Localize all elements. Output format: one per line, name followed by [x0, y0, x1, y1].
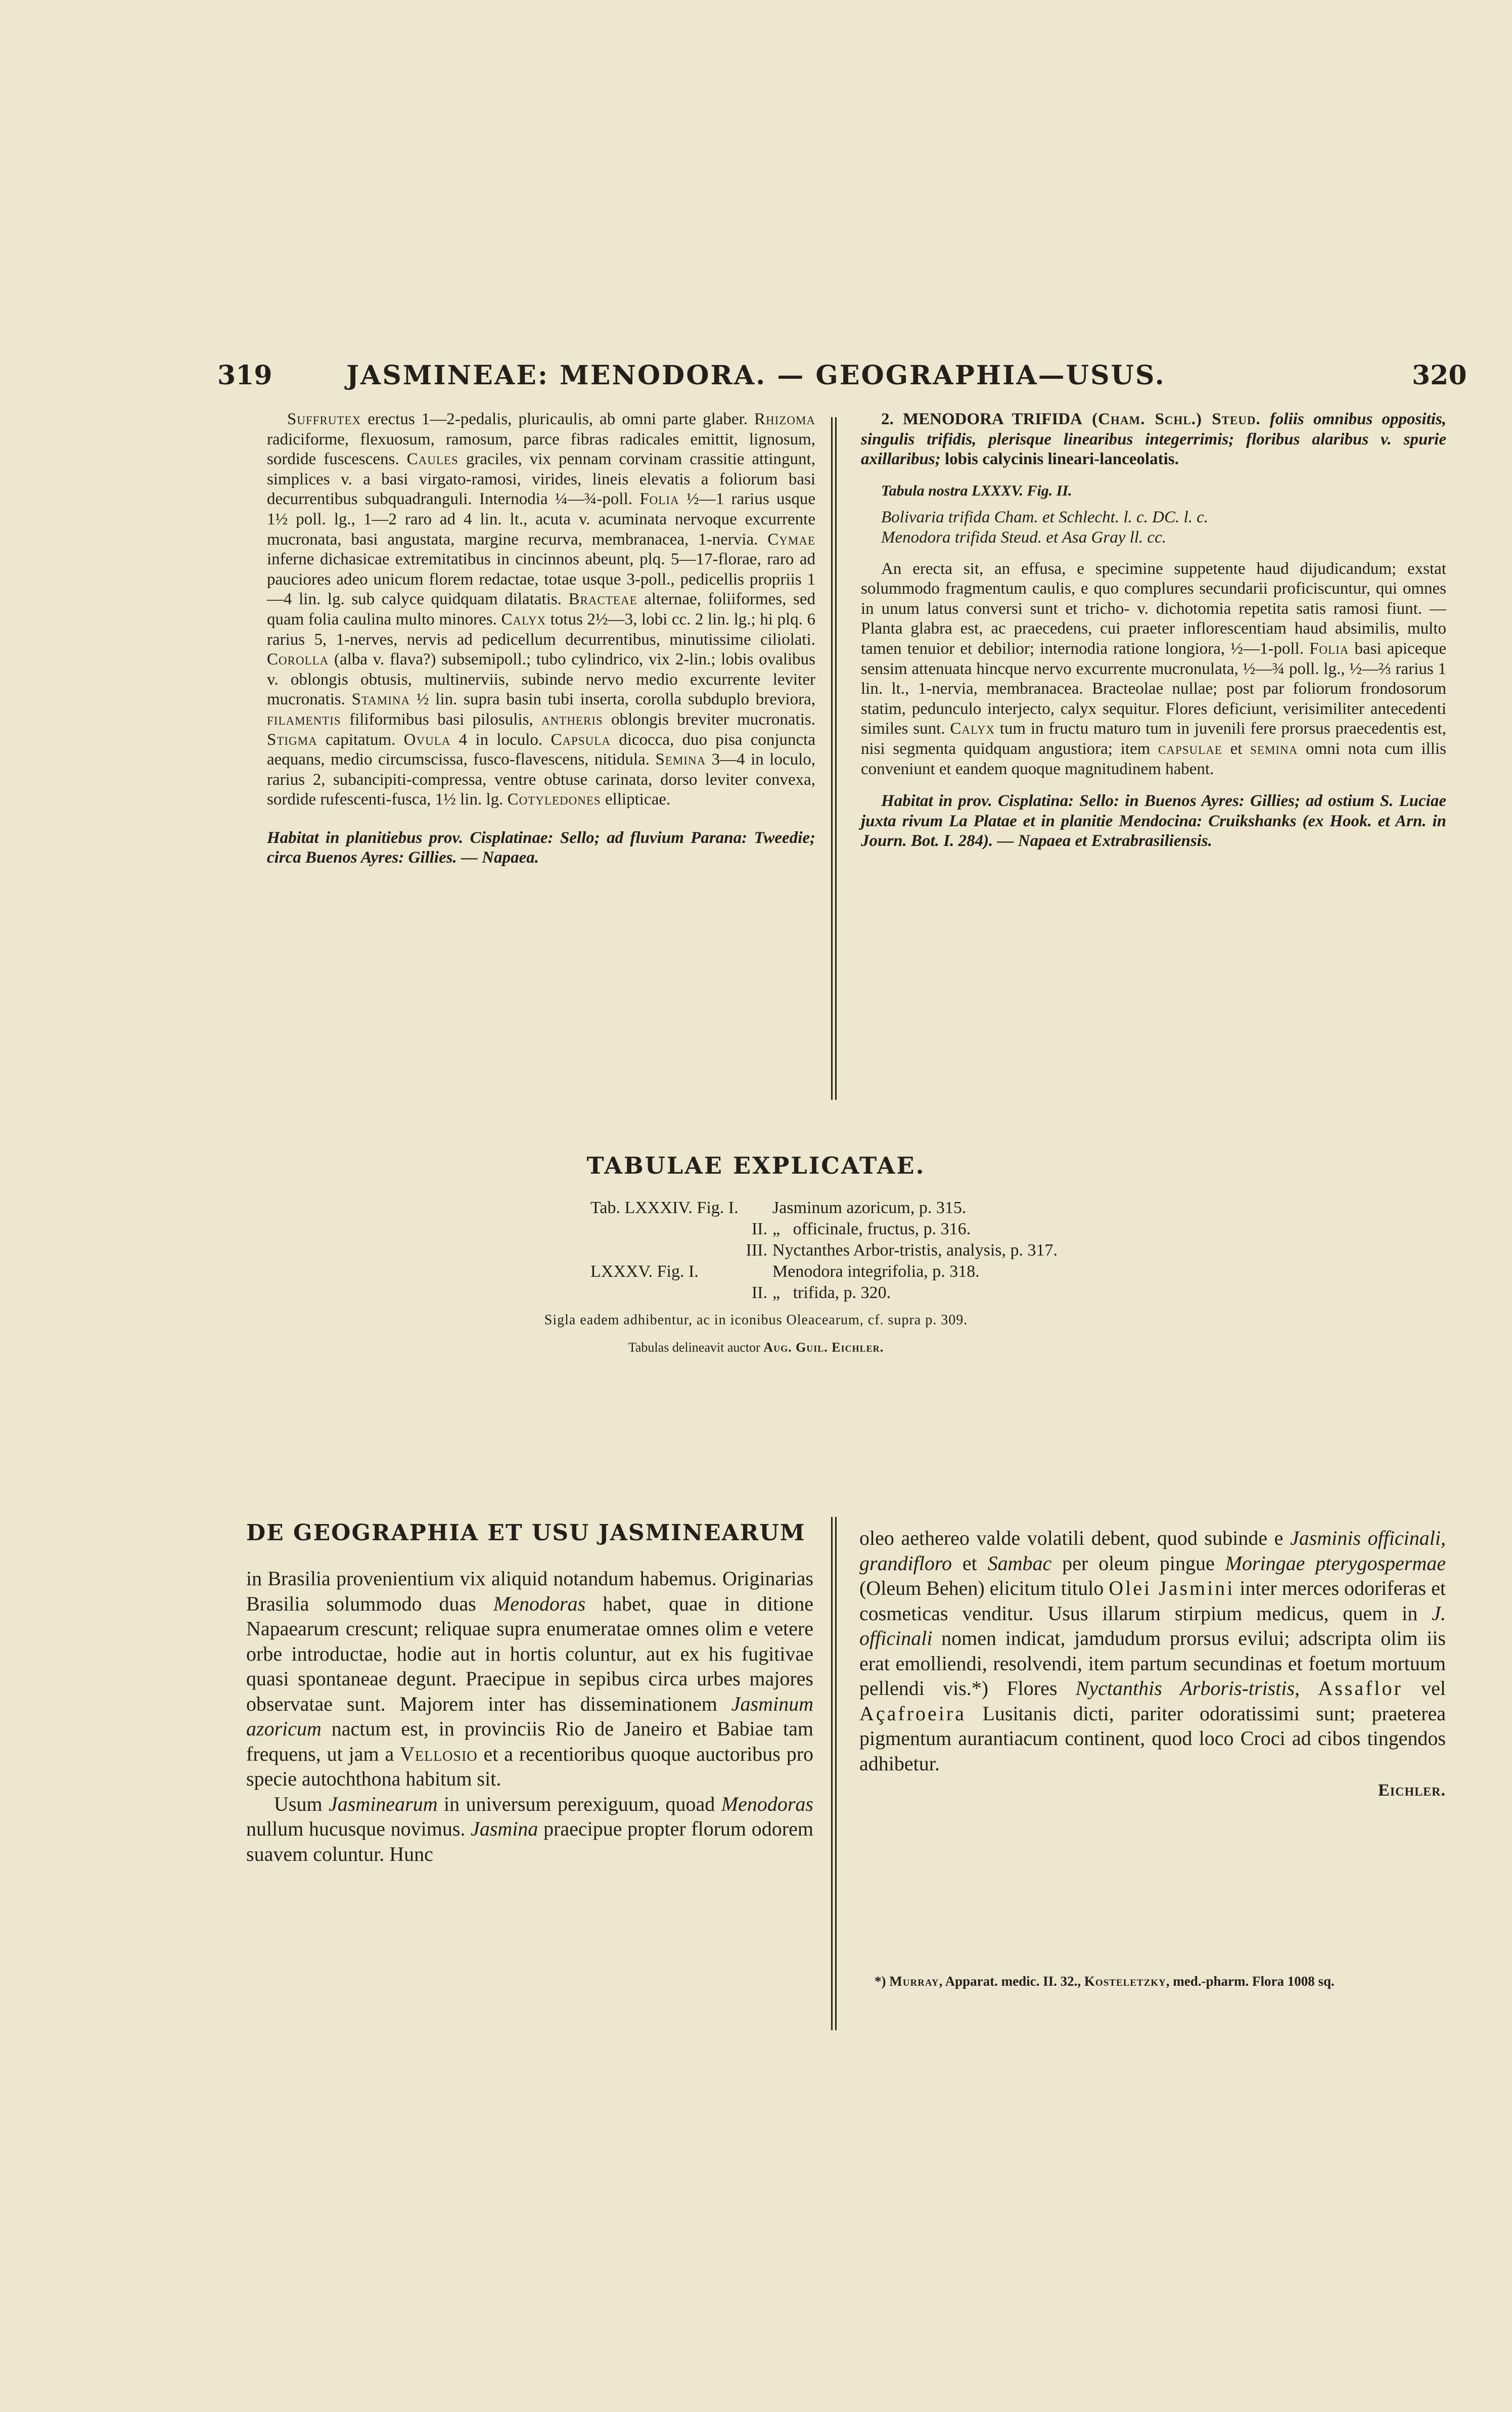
left-column [267, 410, 815, 868]
plates-list [590, 1197, 1058, 1304]
geography-paragraph: in Brasilia provenientium vix aliquid notandum habemus. Originarias Brasilia solummodo duas Menodoras habet, quae in ditione Napaearum crescunt; reliquae supra enumeratae omnes olim e vetere orbe introductae, hodie aut in hortis coluntur, aut ex his fugitivae quasi spontaneae degunt. Praecipue in sepibus circa urbes majores observatae sunt. Majorem inter has disseminationem Jasminum azoricum nactum est, in provinciis Rio de Janeiro et Babiae tam frequens, ut jam a Vellosio et a recentioribus quoque auctoribus pro specie autochthona habitum sit. [246, 1567, 814, 1790]
plate-row: II. „ officinale, fructus, p. 316. [751, 1220, 971, 1238]
column-divider [835, 1517, 837, 2030]
footnote: *) Murray, Apparat. medic. II. 32., Kosteletzky, med.-pharm. Flora 1008 sq. [875, 1974, 1335, 1989]
column-divider [835, 417, 837, 1100]
menodora-integrifolia-description: Suffrutex erectus 1—2-pedalis, pluricaulis, ab omni parte glaber. Rhizoma radiciforme, flexuosum, ramosum, parce fibras radicales emittit, lignosum, sordide fuscescens. Caules graciles, vix pennam corvinam crassitie attingunt, simplices v. a basi virgato-ramosi, virides, lineis elevatis a foliorum basi decurrentibus subquadranguli. Internodia ¼—¾-poll. Folia ½—1 rarius usque 1½ poll. lg., 1—2 raro ad 4 lin. lt., acuta v. acuminata nervoque excurrente mucronata, basi angustata, margine recurva, membranacea, 1-nervia. Cymae inferne dichasicae extremitatibus in cincinnos abeunt, plq. 5—17-florae, raro ad pauciores adeo unicum florem redactae, totae usque 3-poll., pedicellis propriis 1—4 lin. lg. sub calyce quidquam dilatatis. Bracteae alternae, foliiformes, sed quam folia caulina multo minores. Calyx totus 2½—3, lobi cc. 2 lin. lg.; hi plq. 6 rarius 5, 1-nerves, nervis ad pedicellum decurrentibus, minutissime ciliolati. Corolla (alba v. flava?) subsemipoll.; tubo cylindrico, vix 2-lin.; lobis ovalibus v. oblongis obtusis, multinerviis, subinde nervo medio excurrente leviter mucronatis. Stamina ½ lin. supra basin tubi inserta, corolla subduplo breviora, filamentis filiformibus basi pilosulis, antheris oblongis breviter mucronatis. Stigma capitatum. Ovula 4 in loculo. Capsula dicocca, duo pisa conjuncta aequans, medio circumscissa, fusco-flavescens, nitidula. Semina 3—4 in loculo, rarius 2, subancipiti-compressa, ventre obtuse carinata, dorso leviter convexa, sordide rufescenti-fusca, 1½ lin. lg. Cotyledones ellipticae. [267, 410, 815, 809]
column-divider [831, 1517, 833, 2030]
geography-left-column [246, 1566, 813, 1866]
author-signature: Eichler. [1378, 1781, 1446, 1800]
delineavit-note: Tabulas delineavit auctor Aug. Guil. Eichler. [628, 1340, 884, 1355]
right-column [861, 410, 1446, 852]
tabula-reference: Tabula nostra LXXXV. Fig. II. [881, 482, 1072, 499]
page-number-right: 320 [1412, 360, 1467, 391]
species-heading: 2. MENODORA TRIFIDA (Cham. Schl.) Steud. foliis omnibus oppositis, singulis trifidis, plerisque linearibus integerrimis; floribus alaribus v. spurie axillaribus; lobis calycinis lineari-lanceolatis. [861, 410, 1446, 469]
running-header: JASMINEAE: MENODORA. — GEOGRAPHIA—USUS. [346, 360, 1166, 391]
usage-paragraph: Usum Jasminearum in universum perexiguum, quoad Menodoras nullum hucusque novimus. Jasmina praecipue propter florum odorem suavem coluntur. Hunc [246, 1792, 813, 1865]
plate-row: LXXXV. Fig. I. Menodora integrifolia, p. 318. [590, 1262, 980, 1281]
synonym: Bolivaria trifida Cham. et Schlecht. l. c. DC. l. c. [881, 508, 1209, 527]
plate-row: III. Nyctanthes Arbor-tristis, analysis, p. 317. [746, 1241, 1058, 1260]
column-divider [831, 417, 833, 1100]
plate-row: II. „ trifida, p. 320. [751, 1283, 891, 1302]
usage-paragraph-continued: oleo aethereo valde volatili debent, quod subinde e Jasminis officinali, grandifloro et Sambac per oleum pingue Moringae pterygospermae (Oleum Behen) elicitum titulo Olei Jasmini inter merces odoriferas et cosmeticas venditur. Usus illarum stirpium medicus, quem in J. officinali nomen indicat, jamdudum prorsus evilui; adscripta olim iis erat emolliendi, resolvendi, item partum secundinas et foetum mortuum pellendi vis.*) Flores Nyctanthis Arboris-tristis, Assaflor vel Açafroeira Lusitanis dicti, pariter odoratissimi sunt; praeterea pigmentum aurantiacum continent, quod loco Croci ad cibos tingendos adhibetur. [859, 1527, 1446, 1775]
page-number-left: 319 [217, 360, 272, 391]
synonym: Menodora trifida Steud. et Asa Gray ll. cc. [881, 528, 1166, 547]
plate-row: Tab. LXXXIV. Fig. I. Jasminum azoricum, p. 315. [590, 1198, 967, 1217]
tabulae-heading: TABULAE EXPLICATAE. [586, 1152, 926, 1179]
geography-right-column [859, 1526, 1446, 1803]
geography-heading: DE GEOGRAPHIA ET USU JASMINEARUM [246, 1520, 806, 1546]
habitat-integrifolia: Habitat in planitiebus prov. Cisplatinae: Sello; ad fluvium Parana: Tweedie; circa Buenos Ayres: Gillies. — Napaea. [267, 828, 815, 867]
habitat-trifida: Habitat in prov. Cisplatina: Sello: in Buenos Ayres: Gillies; ad ostium S. Luciae juxta rivum La Platae et in planitie Mendocina: Cruikshanks (ex Hook. et Arn. in Journ. Bot. I. 284). — Napaea et Extrabrasiliensis. [861, 792, 1446, 851]
sigla-note: Sigla eadem adhibentur, ac in iconibus Oleacearum, cf. supra p. 309. [544, 1312, 968, 1328]
menodora-trifida-description: An erecta sit, an effusa, e specimine suppetente haud dijudicandum; exstat solummodo fragmentum caulis, e quo complures secundarii proficiscuntur, qui omnes in unum latus conversi sunt et tricho- v. dichotomia repetita satis ramosi fiunt. — Planta glabra est, ac praecedens, cui praeter inflorescentiam haud absimilis, multo tamen tenuior et debilior; internodia ratione longiora, ½—1-poll. Folia basi apiceque sensim attenuata hincque nervo excurrente mucronulata, ½—¾ poll. lg., ½—⅔ rarius 1 lin. lt., 1-nervia, membranacea. Bracteolae nullae; post par foliorum frondosorum statim, pedunculo interjecto, calyx sequitur. Flores deficiunt, verisimiliter antecedenti similes sunt. Calyx tum in fructu maturo tum in juvenili fere prorsus praecedentis est, nisi segmenta quidquam angustiora; item capsulae et semina omni nota cum illis conveniunt et eandem quoque magnitudinem habent. [861, 559, 1446, 778]
